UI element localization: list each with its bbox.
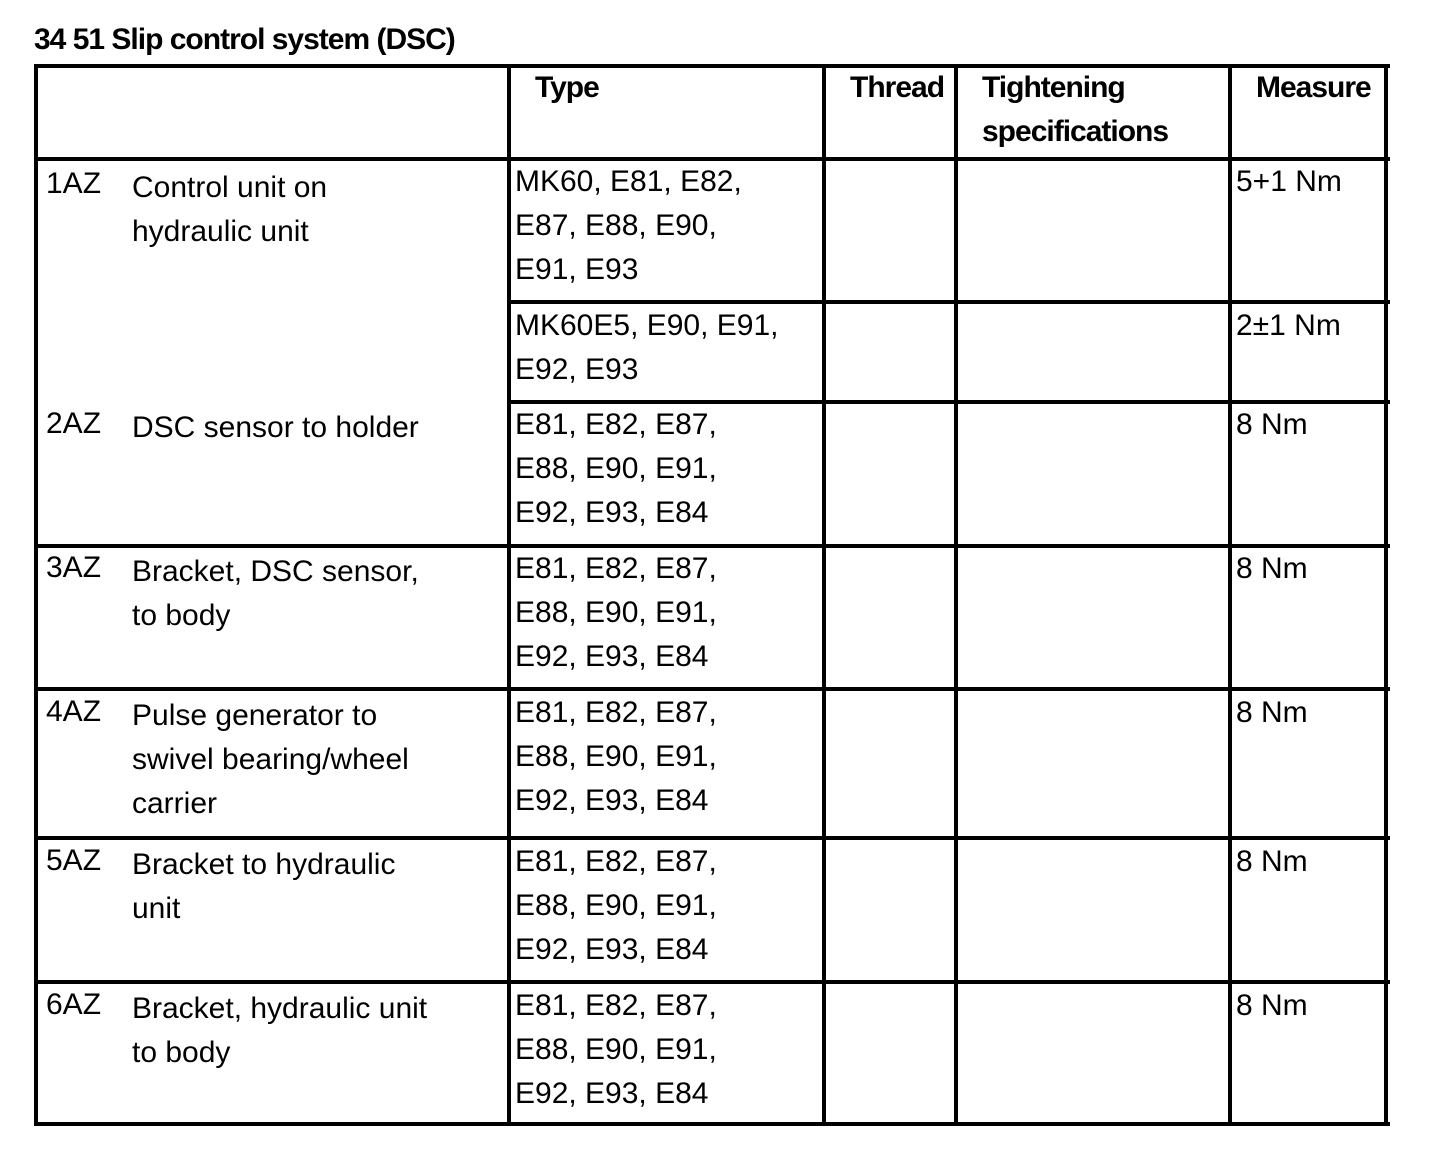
page-title: 34 51 Slip control system (DSC) — [34, 23, 455, 56]
row-type: E88, E90, E91, — [515, 596, 717, 629]
header-type: Type — [535, 71, 599, 104]
row-type: E88, E90, E91, — [515, 452, 717, 485]
row-type: MK60E5, E90, E91, — [515, 309, 779, 342]
row-measure: 8 Nm — [1236, 552, 1308, 585]
row-description: Bracket, hydraulic unit — [132, 992, 428, 1025]
header-measure: Measure — [1256, 71, 1371, 104]
row-type: E81, E82, E87, — [515, 408, 717, 441]
row-description: to body — [132, 1036, 231, 1069]
row-type: E92, E93, E84 — [515, 640, 709, 673]
row-type: E81, E82, E87, — [515, 845, 717, 878]
row-type: MK60, E81, E82, — [515, 165, 742, 198]
column-rule — [34, 64, 38, 1126]
column-rule — [822, 64, 826, 1126]
row-description: unit — [132, 892, 181, 925]
row-measure: 8 Nm — [1236, 989, 1308, 1022]
row-type: E87, E88, E90, — [515, 209, 717, 242]
column-rule — [1384, 64, 1388, 1126]
column-rule — [954, 64, 958, 1126]
row-code: 4AZ — [46, 695, 102, 728]
row-description: Bracket to hydraulic — [132, 848, 396, 881]
row-type: E88, E90, E91, — [515, 1033, 717, 1066]
table-rule — [34, 64, 1390, 68]
row-description: hydraulic unit — [132, 215, 309, 248]
header-tightening-line1: Tightening — [982, 71, 1125, 104]
row-code: 1AZ — [46, 167, 102, 200]
row-type: E92, E93 — [515, 353, 639, 386]
row-measure: 5+1 Nm — [1236, 165, 1342, 198]
row-measure: 8 Nm — [1236, 696, 1308, 729]
row-description: Pulse generator to — [132, 699, 378, 732]
row-description: swivel bearing/wheel — [132, 743, 409, 776]
row-description: Bracket, DSC sensor, — [132, 555, 419, 588]
row-type: E88, E90, E91, — [515, 889, 717, 922]
row-code: 5AZ — [46, 844, 102, 877]
row-type: E92, E93, E84 — [515, 496, 709, 529]
row-type: E92, E93, E84 — [515, 1077, 709, 1110]
row-code: 3AZ — [46, 551, 102, 584]
table-rule — [34, 1122, 1390, 1126]
header-thread: Thread — [850, 71, 945, 104]
row-code: 6AZ — [46, 988, 102, 1021]
row-type: E81, E82, E87, — [515, 696, 717, 729]
row-description: DSC sensor to holder — [132, 411, 419, 444]
row-measure: 8 Nm — [1236, 408, 1308, 441]
row-type: E92, E93, E84 — [515, 784, 709, 817]
row-measure: 2±1 Nm — [1236, 309, 1341, 342]
row-type: E91, E93 — [515, 253, 639, 286]
column-rule — [507, 64, 511, 1126]
row-description: carrier — [132, 787, 218, 820]
row-code: 2AZ — [46, 407, 102, 440]
row-description: to body — [132, 599, 231, 632]
row-type: E81, E82, E87, — [515, 552, 717, 585]
row-type: E88, E90, E91, — [515, 740, 717, 773]
row-type: E81, E82, E87, — [515, 989, 717, 1022]
row-type: E92, E93, E84 — [515, 933, 709, 966]
row-description: Control unit on — [132, 171, 328, 204]
column-rule — [1228, 64, 1232, 1126]
header-tightening-line2: specifications — [982, 115, 1169, 148]
row-measure: 8 Nm — [1236, 845, 1308, 878]
